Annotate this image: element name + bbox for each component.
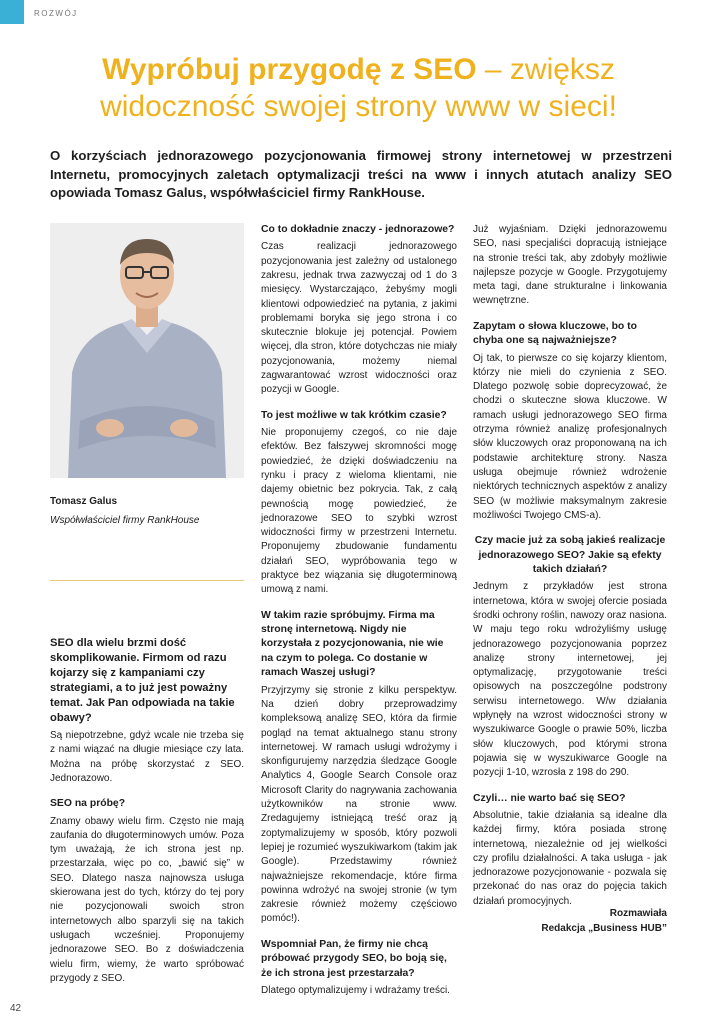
column-2: [261, 223, 457, 1009]
section-color-tab: [0, 0, 24, 24]
answer: Są niepotrzebne, gdyż wcale nie trzeba się z nami wiązać na długie miesiące czy lata. Można na próbę skorzystać z SEO. Jednorazowo.: [50, 730, 244, 784]
question: W takim razie spróbujmy. Firma ma stronę internetową. Nigdy nie korzystała z pozycjonowania, nie wie na czym to polega. Co dostanie w ramach Waszej usługi?: [261, 609, 444, 679]
section-label: ROZWÓJ: [34, 9, 78, 18]
signature-line-2: Redakcja „Business HUB”: [541, 923, 667, 934]
caption-role: Współwłaściciel firmy RankHouse: [50, 515, 200, 526]
answer: Czas realizacji jednorazowego pozycjonowania jest zależny od ustalonego zakresu, jednak trwa zazwyczaj od 1 do 3 miesięcy. Wystarczająco, żebyśmy mogli klientowi odpowiedzieć na pytania, z jakimi problemami boryka się jego strona i co skutecznie blokuje jej potencjał. Powiem więcej, dla stron, które dotychczas nie miały pozycjonowania, możemy niemal zagwarantować wzrost widoczności oraz pozycji w Google.: [261, 241, 457, 396]
question: SEO na próbę?: [50, 798, 126, 810]
question: Wspomniał Pan, że firmy nie chcą próbować przygody SEO, bo boją się, że ich strona jest przestarzała?: [261, 938, 447, 979]
signature-line-1: Rozmawiała: [609, 908, 667, 919]
portrait-photo: [50, 223, 244, 478]
answer: Dlatego optymalizujemy i wdrażamy treści.: [261, 984, 450, 996]
page-number: 42: [10, 1003, 22, 1014]
question: To jest możliwe w tak krótkim czasie?: [261, 409, 447, 421]
column-3: [473, 223, 667, 920]
caption-name: Tomasz Galus: [50, 496, 118, 507]
answer: Znamy obawy wielu firm. Często nie mają zaufania do długoterminowych umów. Poza tym uważają, że ich strona jest np. przestarzała, więc po co, „bawić się” w SEO. Dlatego nasza najnowsza usługa skierowana jest do tych, którzy do tej pory nie pozycjonowali swoich stron internetowych albo sparzyli się na takich usługach wcześniej. Proponujemy jednorazowe SEO. Bo z doświadczenia wielu firm, wiemy, że warto spróbować przygody z SEO.: [50, 815, 244, 984]
question: Czyli… nie warto bać się SEO?: [473, 792, 626, 804]
signature: [473, 906, 667, 936]
portrait-illustration: [50, 223, 244, 478]
question: Czy macie już za sobą jakieś realizacje jednorazowego SEO? Jakie są efekty takich działań?: [474, 535, 666, 575]
question: Zapytam o słowa kluczowe, bo to chyba one są najważniejsze?: [473, 320, 637, 347]
answer: Przyjrzymy się stronie z kilku perspektyw. Na dzień dobry przeprowadzimy kompleksową analizę SEO, która da firmie pogląd na temat aktualnego stanu strony internetowej. W ramach usługi wdrożymy i skonfigurujemy narzędzia śledzące Google Analytics 4, Google Search Console oraz Microsoft Clarity do nagrywania zachowania użytkowników na stronie www. Zredagujemy istniejącą treść oraz ją zoptymalizujemy w sposób, który pozwoli lepiej je rozumieć wyszukiwarkom (takim jak Google). Przedstawimy również najważniejsze rekomendacje, które firma powinna wdrożyć na swojej stronie (w tym zakresie również możemy częściowo pomóc!).: [261, 684, 457, 925]
title-bold-part: Wypróbuj przygodę z SEO: [102, 53, 477, 86]
question: Co to dokładnie znaczy - jednorazowe?: [261, 224, 455, 235]
answer: Już wyjaśniam. Dzięki jednorazowemu SEO, nasi specjaliści dopracują istniejące na stronie treści tak, aby zdobyły możliwie najlepsze pozycje w Google. Przygotujemy meta tagi, dane strukturalne i linkowania wewnętrzne.: [473, 224, 667, 307]
title-line-2: widoczność swojej strony www w sieci!: [100, 90, 617, 123]
article-title: [20, 50, 697, 125]
article-lead: O korzyściach jednorazowego pozycjonowania firmowej strony internetowej w przestrzeni Internetu, promocyjnych zaletach optymalizacji treści na www i innych atutach analizy SEO opowiada Tomasz Galus, współwłaściciel firmy RankHouse.: [50, 148, 672, 200]
answer: Oj tak, to pierwsze co się kojarzy klientom, którzy nie mieli do czynienia z SEO. Dlatego pozwolę sobie doprecyzować, że chodzi o skuteczne słowa kluczowe. W ramach usługi jednorazowego SEO firma otrzyma również analizę profesjonalnych słów kluczowych oraz proponowaną na ich podstawie architekturę strony. Nasza usługa obejmuje również wdrożenie niektórych technicznych aspektów z analizy SEO (w możliwie maksymalnym zakresie możliwości Twojego CMS-a).: [473, 352, 667, 521]
caption-divider: [50, 580, 244, 581]
question: SEO dla wielu brzmi dość skomplikowanie. Firmom od razu kojarzy się z kampaniami czy strategiami, a to już jest poważny temat. Jak Pan odpowiada na takie obawy?: [50, 637, 235, 724]
answer: Jednym z przykładów jest strona internetowa, która w swojej ofercie posiada środki ochrony roślin, nawozy oraz nasiona. W maju tego roku wdrożyliśmy usługę jednorazowego pozycjonowania poprzez analizę strony internetowej, jej optymalizację, przygotowanie treści opisowych na poszczególne podstrony serwisu internetowego. W/w działania wpłynęły na wzrost widoczności strony w wyszukiwarce Google o prawie 50%, liczba słów kluczowych, pod którymi strona pojawia się w wyszukiwarce Google na pozycji 1-10, wzrosła z 198 do 290.: [473, 581, 667, 779]
title-rest-part: – zwiększ: [476, 53, 615, 86]
answer: Absolutnie, takie działania są idealne dla każdej firmy, która posiada stronę internetową, niezależnie od jej wielkości czy profilu działalności. A taka usługa - jak jednorazowe pozycjonowanie - pozwala się przekonać do nas oraz do pojęcia takich działań promocyjnych.: [473, 809, 667, 907]
answer: Nie proponujemy czegoś, co nie daje efektów. Bez fałszywej skromności mogę powiedzieć, że dzięki doświadczeniu na rynku i pracy z wieloma klientami, nie dajemy obietnic bez pokrycia. Tak, z całą pewnością mogę powiedzieć, że jednorazowe SEO to szybki wzrost widoczności firmy w przestrzeni Internetu. Proponujemy zbudowanie fundamentu działań SEO, wypróbowania tego w praktyce bez wiązania się długoterminową umową z nami.: [261, 427, 457, 596]
column-1: [50, 636, 244, 997]
